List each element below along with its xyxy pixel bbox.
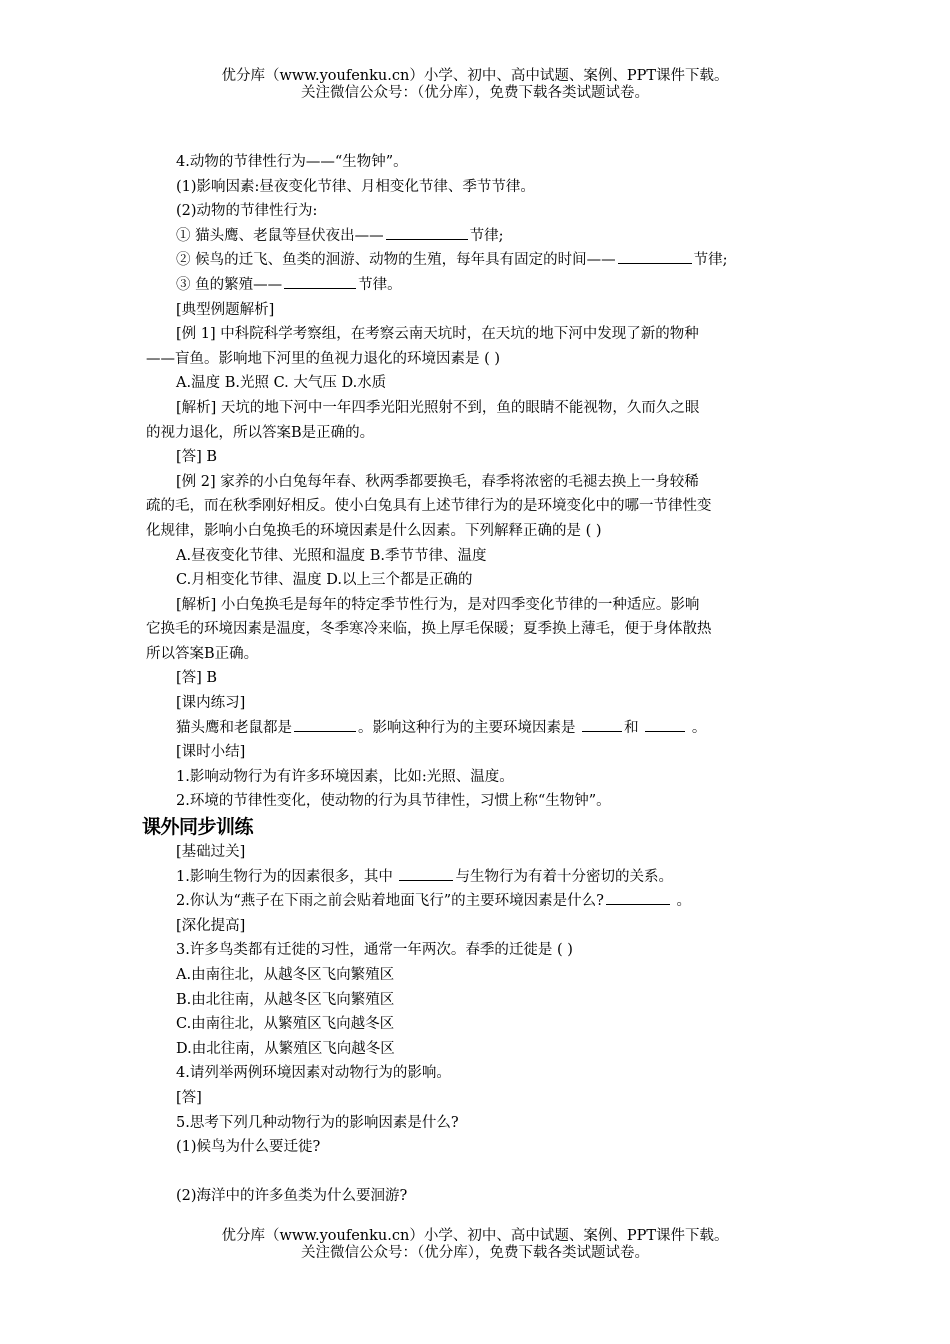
rhythm-item-2-suffix: 节律; xyxy=(693,252,728,269)
rhythm-item-1 xyxy=(146,224,811,249)
example-2-line-1: [例 2] 家养的小白兔每年春、秋两季都要换毛，春季将浓密的毛褪去换上一身较稀 xyxy=(176,473,699,490)
practice-text-4: 。 xyxy=(691,719,707,736)
blank-line xyxy=(386,224,468,240)
example-2-answer: [答] B xyxy=(176,670,218,687)
practice-heading: [课内练习] xyxy=(176,695,246,712)
rhythm-factors: (1)影响因素:昼夜变化节律、月相变化节律、季节节律。 xyxy=(176,178,535,195)
section-title: 课外同步训练 xyxy=(142,816,254,839)
footer-line-2: 关注微信公众号：（优分库），免费下载各类试题试卷。 xyxy=(301,1245,649,1261)
question-1-suffix: 与生物行为有着十分密切的关系。 xyxy=(455,868,673,885)
page-header xyxy=(0,68,950,102)
rhythm-item-1-text: ① 猫头鹰、老鼠等昼伏夜出—— xyxy=(176,227,384,244)
blank-line xyxy=(399,865,453,881)
question-1 xyxy=(146,865,811,890)
example-1-answer: [答] B xyxy=(176,449,218,466)
typical-heading: [典型例题解析] xyxy=(176,301,275,318)
summary-item-1: 1.影响动物行为有许多环境因素，比如:光照、温度。 xyxy=(176,768,514,785)
example-1-analysis-1: [解析] 天坑的地下河中一年四季光阳光照射不到，鱼的眼睛不能视物，久而久之眼 xyxy=(176,399,700,416)
practice-question xyxy=(146,716,811,741)
rhythm-behaviors: (2)动物的节律性行为: xyxy=(176,203,318,220)
example-2-options-cd: C.月相变化节律、温度 D.以上三个都是正确的 xyxy=(176,572,473,589)
footer-line-1: 优分库（www.youfenku.cn）小学、初中、高中试题、案例、PPT课件下载。 xyxy=(221,1228,729,1244)
practice-text-2: 。影响这种行为的主要环境因素是 xyxy=(358,719,576,736)
example-2-analysis-1: [解析] 小白兔换毛是每年的特定季节性行为，是对四季变化节律的一种适应。影响 xyxy=(176,596,700,613)
rhythm-item-2 xyxy=(146,248,811,273)
blank-line xyxy=(284,273,356,289)
question-3-option-a: A.由南往北，从越冬区飞向繁殖区 xyxy=(176,967,395,983)
question-5-part-2: (2)海洋中的许多鱼类为什么要洄游? xyxy=(176,1187,408,1204)
example-2-analysis-2: 它换毛的环境因素是温度，冬季寒冷来临，换上厚毛保暖；夏季换上薄毛，便于身体散热 xyxy=(146,621,712,638)
example-2-line-3: 化规律，影响小白兔换毛的环境因素是什么因素。下列解释正确的是 ( ) xyxy=(146,522,602,539)
blank-line xyxy=(294,716,356,732)
question-4-answer: [答] xyxy=(176,1089,202,1106)
blank-line xyxy=(618,248,692,264)
example-1-analysis-2: 的视力退化，所以答案B是正确的。 xyxy=(146,424,375,441)
example-2-options-ab: A.昼夜变化节律、光照和温度 B.季节节律、温度 xyxy=(176,547,487,564)
question-3: 3.许多鸟类都有迁徙的习性，通常一年两次。春季的迁徙是 ( ) xyxy=(176,942,573,959)
rhythm-item-3 xyxy=(146,273,811,298)
practice-text-3: 和 xyxy=(624,719,639,736)
example-2-analysis-3: 所以答案B正确。 xyxy=(146,645,259,662)
question-2 xyxy=(146,889,811,914)
answer-space xyxy=(146,1160,811,1184)
example-1-line-1: [例 1] 中科院科学考察组，在考察云南天坑时，在天坑的地下河中发现了新的物种 xyxy=(176,326,699,343)
page-footer xyxy=(0,1228,950,1262)
rhythm-title: 4.动物的节律性行为——“生物钟”。 xyxy=(176,154,408,170)
blank-line xyxy=(606,889,670,905)
blank-line xyxy=(645,716,685,732)
blank-line xyxy=(582,716,622,732)
question-2-text: 2.你认为“燕子在下雨之前会贴着地面飞行”的主要环境因素是什么? xyxy=(176,893,604,910)
header-line-2: 关注微信公众号：（优分库），免费下载各类试题试卷。 xyxy=(301,85,649,101)
practice-text-1: 猫头鹰和老鼠都是 xyxy=(176,719,292,736)
example-1-options: A.温度 B.光照 C. 大气压 D.水质 xyxy=(176,375,387,392)
example-1-line-2: ——盲鱼。影响地下河里的鱼视力退化的环境因素是 ( ) xyxy=(146,350,501,367)
question-1-text: 1.影响生物行为的因素很多，其中 xyxy=(176,868,393,885)
basic-heading: [基础过关] xyxy=(176,844,246,861)
rhythm-item-1-suffix: 节律; xyxy=(469,227,504,244)
question-5: 5.思考下列几种动物行为的影响因素是什么? xyxy=(176,1114,459,1131)
header-line-1: 优分库（www.youfenku.cn）小学、初中、高中试题、案例、PPT课件下载。 xyxy=(221,68,729,84)
rhythm-item-3-suffix: 节律。 xyxy=(358,276,402,293)
deep-heading: [深化提高] xyxy=(176,917,246,934)
question-4: 4.请列举两例环境因素对动物行为的影响。 xyxy=(176,1065,451,1082)
question-2-suffix: 。 xyxy=(676,893,692,910)
question-3-option-d: D.由北往南，从繁殖区飞向越冬区 xyxy=(176,1040,395,1057)
summary-item-2: 2.环境的节律性变化，使动物的行为具节律性，习惯上称“生物钟”。 xyxy=(176,793,611,810)
rhythm-item-2-text: ② 候鸟的迁飞、鱼类的洄游、动物的生殖，每年具有固定的时间—— xyxy=(176,252,616,269)
rhythm-item-3-text: ③ 鱼的繁殖—— xyxy=(176,276,283,293)
summary-heading: [课时小结] xyxy=(176,744,246,761)
question-3-option-c: C.由南往北，从繁殖区飞向越冬区 xyxy=(176,1016,395,1033)
example-2-line-2: 疏的毛，而在秋季刚好相反。使小白兔具有上述节律行为的是环境变化中的哪一节律性变 xyxy=(146,498,712,515)
question-3-option-b: B.由北往南，从越冬区飞向繁殖区 xyxy=(176,991,395,1008)
question-5-part-1: (1)候鸟为什么要迁徙? xyxy=(176,1139,321,1156)
document-body xyxy=(142,150,811,1208)
